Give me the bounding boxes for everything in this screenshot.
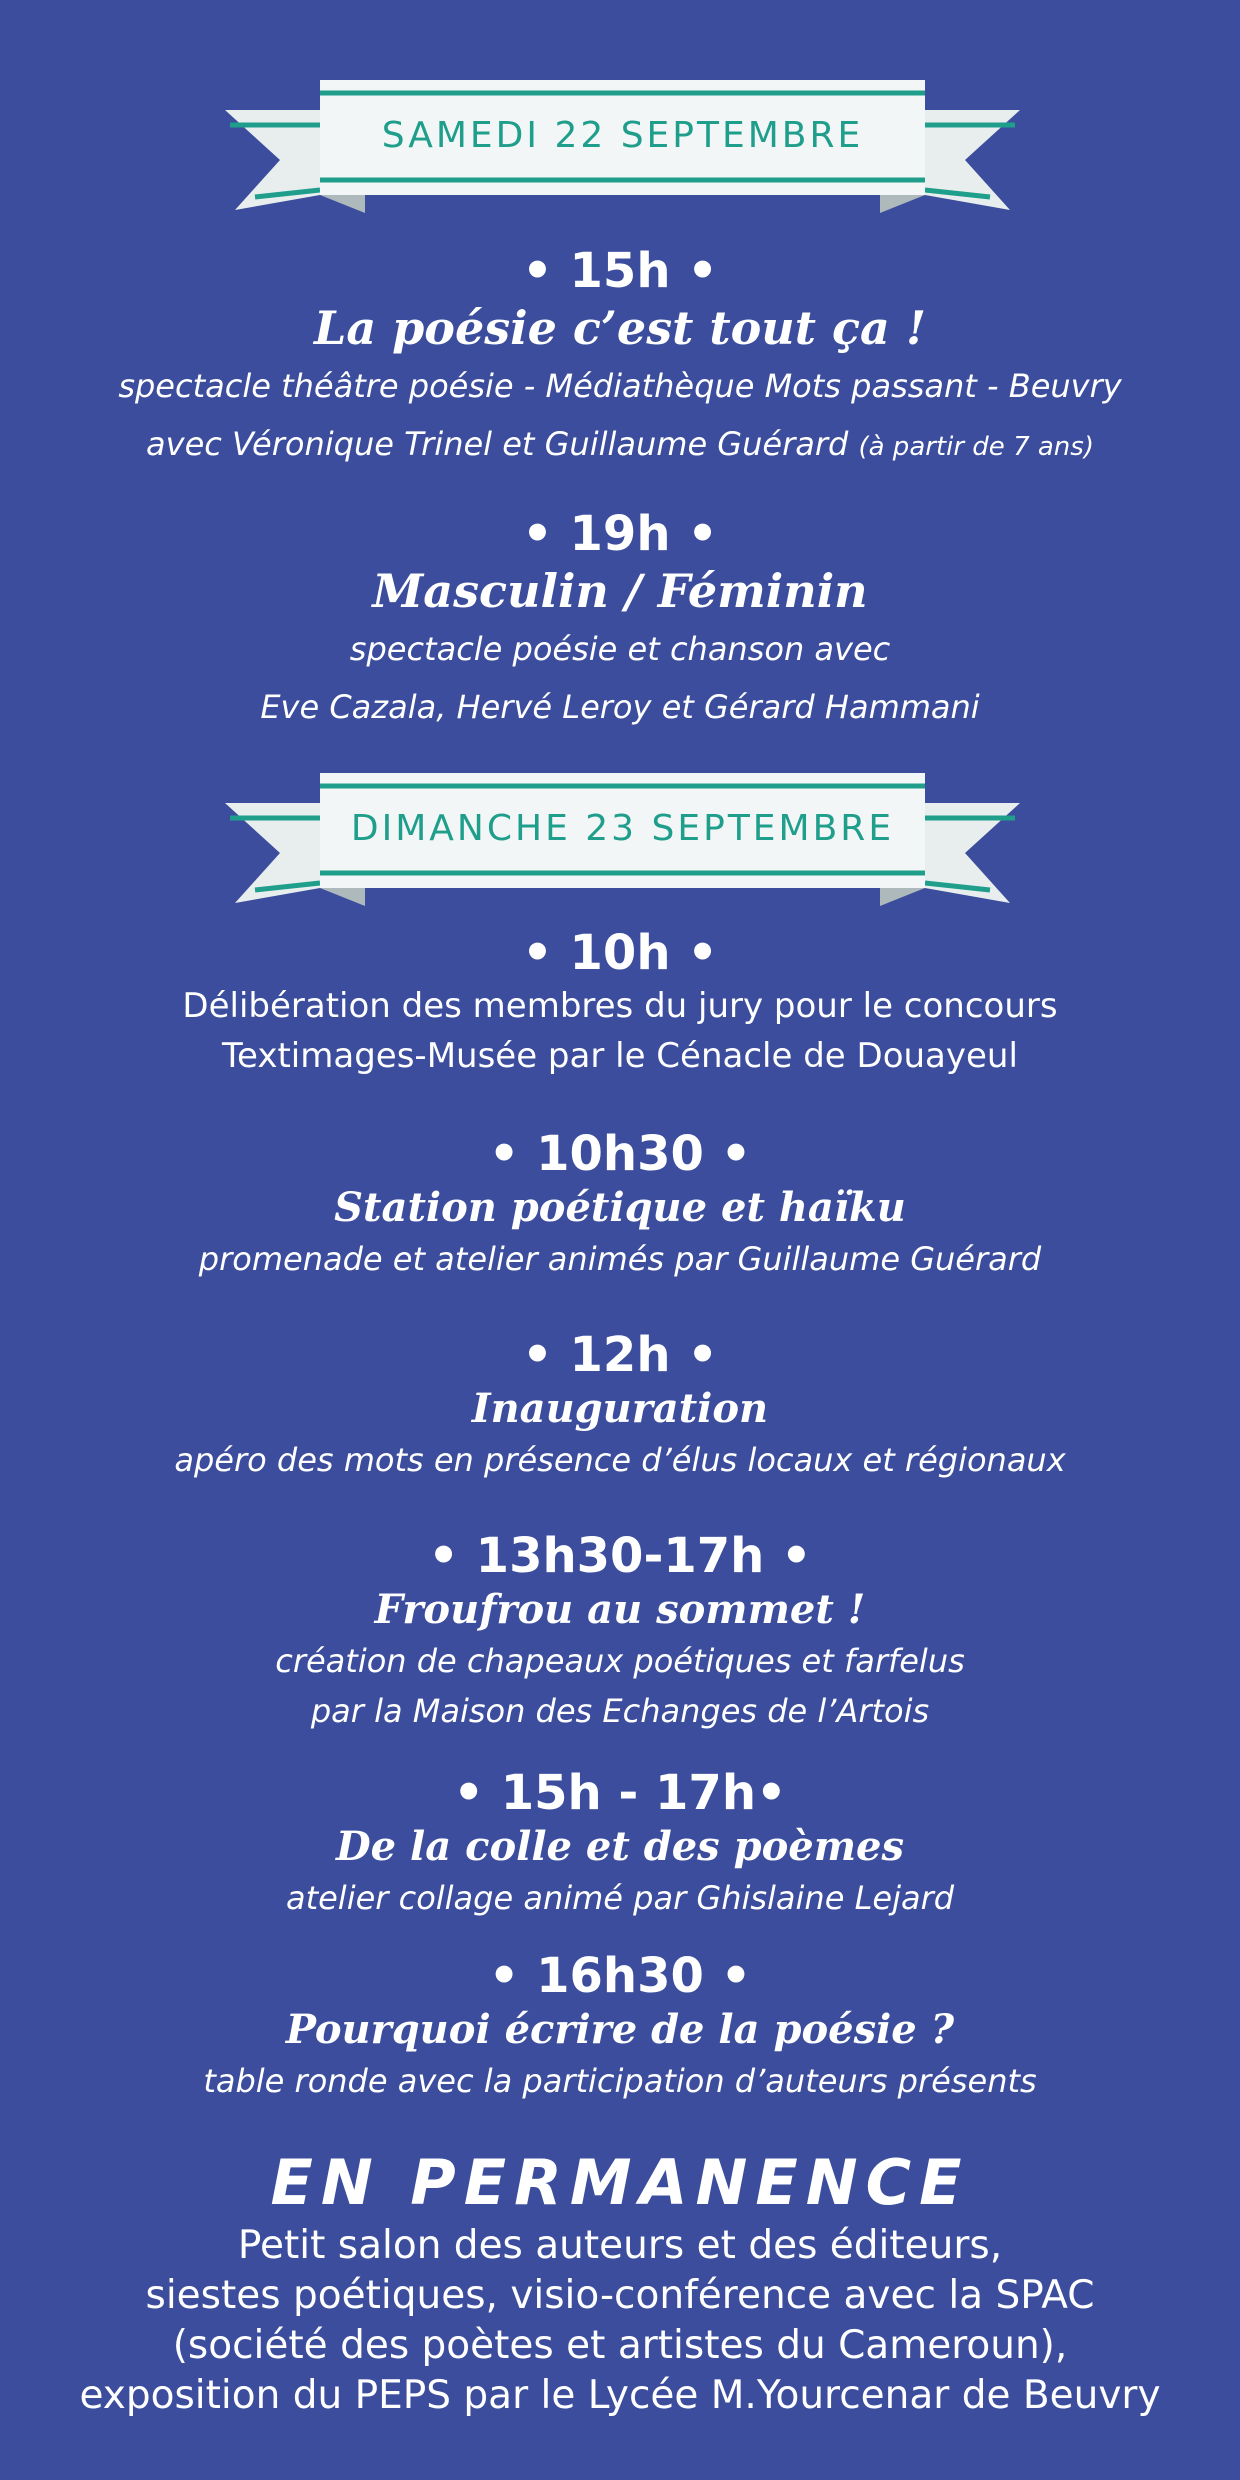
event-sun-10h30 (20, 1126, 1220, 1284)
event-time: • 15h - 17h• (453, 1765, 787, 1821)
event-description: création de chapeaux poétiques et farfelus (275, 1642, 965, 1680)
sunday-banner (225, 768, 1020, 908)
event-time: • 12h • (522, 1327, 718, 1383)
event-sat-15h (20, 243, 1220, 476)
event-time: • 10h30 • (488, 1126, 752, 1182)
event-description: spectacle poésie et chanson avec (349, 630, 891, 668)
event-title: Froufrou au sommet ! (374, 1586, 866, 1633)
event-description: Délibération des membres du jury pour le concours (182, 986, 1058, 1026)
event-title: Masculin / Féminin (372, 564, 868, 618)
permanence-line: exposition du PEPS par le Lycée M.Yourcenar de Beuvry (79, 2373, 1161, 2418)
event-time: • 13h30-17h • (428, 1528, 812, 1584)
event-sun-16h30 (20, 1948, 1220, 2106)
event-description-2 (20, 415, 1220, 476)
event-title: De la colle et des poèmes (335, 1823, 904, 1870)
permanence-line: Petit salon des auteurs et des éditeurs, (237, 2223, 1003, 2268)
event-title: La poésie c’est tout ça ! (313, 301, 927, 355)
permanence-section (20, 2145, 1220, 2421)
event-description-2: Textimages-Musée par le Cénacle de Douayeul (222, 1036, 1018, 1076)
permanence-line: siestes poétiques, visio-conférence avec la SPAC (145, 2273, 1095, 2318)
event-description-2: par la Maison des Echanges de l’Artois (310, 1692, 930, 1730)
permanence-line: (société des poètes et artistes du Cameroun), (172, 2323, 1068, 2368)
event-performers: avec Véronique Trinel et Guillaume Guérard (146, 425, 849, 463)
event-description: table ronde avec la participation d’auteurs présents (203, 2062, 1037, 2100)
event-sun-12h (20, 1327, 1220, 1485)
event-description: apéro des mots en présence d’élus locaux et régionaux (174, 1441, 1066, 1479)
event-time: • 16h30 • (488, 1948, 752, 2004)
sunday-banner-label: DIMANCHE 23 SEPTEMBRE (350, 807, 895, 849)
event-description: spectacle théâtre poésie - Médiathèque Mots passant - Beuvry (118, 367, 1122, 405)
event-time: • 19h • (522, 506, 718, 562)
event-age-note: (à partir de 7 ans) (858, 432, 1094, 462)
event-time: • 10h • (522, 925, 718, 981)
event-time: • 15h • (522, 243, 718, 299)
saturday-banner (225, 75, 1020, 215)
event-performers: Eve Cazala, Hervé Leroy et Gérard Hammani (260, 688, 980, 726)
event-title: Station poétique et haïku (334, 1184, 906, 1231)
event-description: promenade et atelier animés par Guillaume Guérard (198, 1240, 1042, 1278)
saturday-banner-label: SAMEDI 22 SEPTEMBRE (381, 114, 864, 156)
event-sun-10h (20, 925, 1220, 1081)
event-sat-19h (20, 506, 1220, 736)
event-title: Pourquoi écrire de la poésie ? (285, 2006, 955, 2053)
event-title: Inauguration (471, 1385, 769, 1432)
event-sun-13h30 (20, 1528, 1220, 1736)
permanence-title: EN PERMANENCE (270, 2146, 970, 2219)
event-description: atelier collage animé par Ghislaine Lejard (285, 1879, 955, 1917)
event-sun-15h (20, 1765, 1220, 1923)
